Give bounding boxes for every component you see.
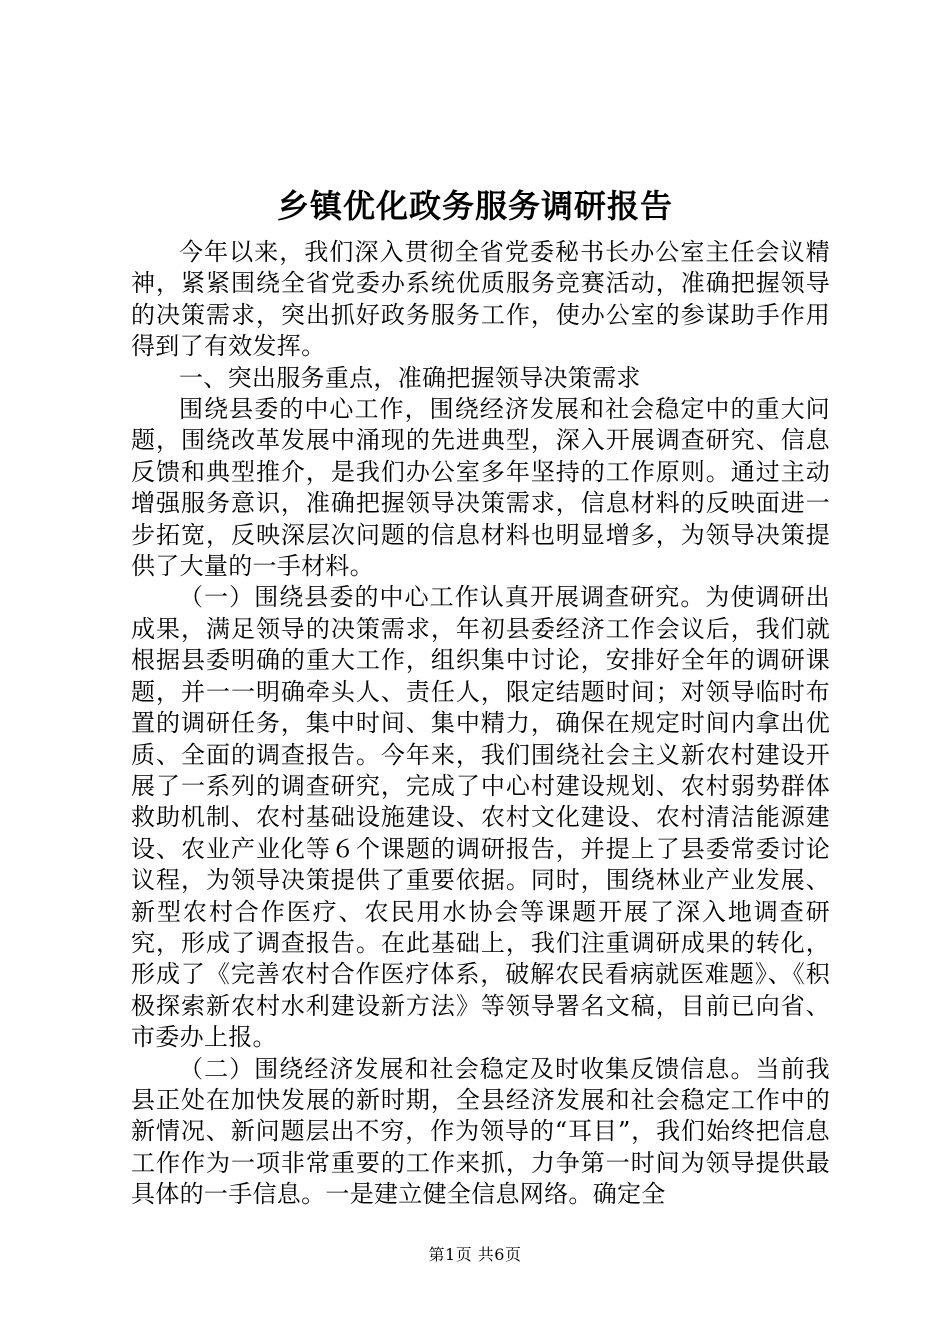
page-footer: 第1页 共6页 [428,1245,522,1264]
paragraph-section-summary: 围绕县委的中心工作，围绕经济发展和社会稳定中的重大问题，围绕改革发展中涌现的先进典型，深入开展调查研究、信息反馈和典型推介，是我们办公室多年坚持的工作原则。通过主动增强服务意识，准确把握领导决策需求，信息材料的反映面进一步拓宽，反映深层次问题的信息材料也明显增多，为领导决策提供了大量的一手材料。 [131,395,830,581]
section-heading: 一、突出服务重点，准确把握领导决策需求 [179,363,641,392]
paragraph-subsection-1: （一）围绕县委的中心工作认真开展调查研究。为使调研出成果，满足领导的决策需求，年初县委经济工作会议后，我们就根据县委明确的重大工作，组织集中讨论，安排好全年的调研课题，并一一明确牵头人、责任人，限定结题时间；对领导临时布置的调研任务，集中时间、集中精力，确保在规定时间内拿出优质、全面的调查报告。今年来，我们围绕社会主义新农村建设开展了一系列的调查研究，完成了中心村建设规划、农村弱势群体救助机制、农村基础设施建设、农村文化建设、农村清洁能源建设、农业产业化等６个课题的调研报告，并提上了县委常委讨论议程，为领导决策提供了重要依据。同时，围绕林业产业发展、新型农村合作医疗、农民用水协会等课题开展了深入地调查研究，形成了调查报告。在此基础上，我们注重调研成果的转化，形成了《完善农村合作医疗体系，破解农民看病就医难题》、《积极探索新农村水利建设新方法》等领导署名文稿，目前已向省、市委办上报。 [131,583,830,1052]
paragraph-intro: 今年以来，我们深入贯彻全省党委秘书长办公室主任会议精神，紧紧围绕全省党委办系统优质服务竞赛活动，准确把握领导的决策需求，突出抓好政务服务工作，使办公室的参谋助手作用得到了有效发挥。 [131,238,830,361]
document-title: 乡镇优化政务服务调研报告 [276,187,673,225]
paragraph-subsection-2: （二）围绕经济发展和社会稳定及时收集反馈信息。当前我县正处在加快发展的新时期，全县经济发展和社会稳定工作中的新情况、新问题层出不穷，作为领导的“耳目”，我们始终把信息工作作为一项非常重要的工作来抓，力争第一时间为领导提供最具体的一手信息。一是建立健全信息网络。确定全 [131,1054,830,1209]
document-body [131,237,830,1211]
